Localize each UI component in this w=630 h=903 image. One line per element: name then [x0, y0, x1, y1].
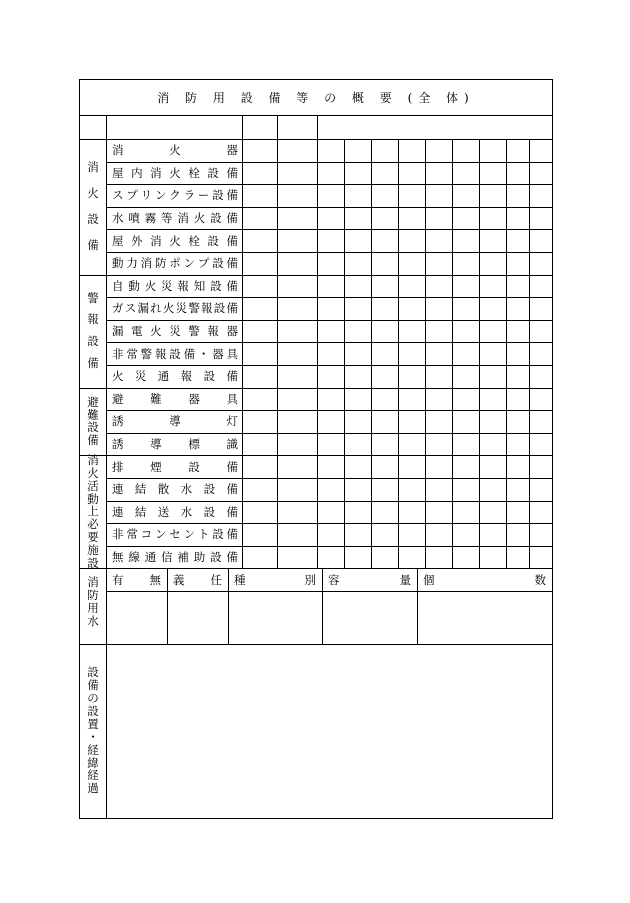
- water-header-line: [106, 591, 552, 592]
- date-col-line: [425, 139, 426, 568]
- date-col-line: [529, 139, 530, 568]
- facility-name: 連 結 散 水 設 備: [112, 482, 238, 497]
- header-obligation-label: [277, 116, 317, 139]
- facility-name: 非 常 コ ン セ ン ト 設 備: [112, 527, 238, 542]
- facility-name: 誘 導 標 識: [112, 437, 238, 452]
- presence-col-line: [277, 139, 278, 568]
- left-col-line: [106, 568, 107, 644]
- form-title: 消 防 用 設 備 等 の 概 要 (全 体): [80, 80, 552, 116]
- history-section-label: 設 備 の 設 置 ・ 経 緯 経 過: [87, 665, 99, 796]
- facility-name: 無 線 通 信 補 助 設 備: [112, 550, 238, 565]
- water-bottom-line: [80, 644, 552, 645]
- water-col-line: [322, 568, 323, 644]
- water-col-line: [417, 568, 418, 644]
- facility-name: 自 動 火 災 報 知 設 備: [112, 278, 238, 293]
- facility-name: 火 災 通 報 設 備: [112, 369, 238, 384]
- facility-name: 連 結 送 水 設 備: [112, 504, 238, 519]
- facility-overview-form: [79, 79, 553, 819]
- date-col-line: [371, 139, 372, 568]
- facility-name: 消 火 器: [112, 143, 238, 158]
- water-col-label: 種 別: [234, 572, 316, 587]
- header-inspection-label: [352, 116, 552, 139]
- water-col-label: 義 任: [173, 572, 222, 587]
- facility-name: 屋 内 消 火 栓 設 備: [112, 165, 238, 180]
- date-col-line: [398, 139, 399, 568]
- facility-name: 排 煙 設 備: [112, 459, 238, 474]
- water-col-line: [228, 568, 229, 644]
- water-col-label: 容 量: [328, 572, 411, 587]
- header-type-label: [125, 116, 145, 139]
- water-col-label: 有 無: [112, 572, 161, 587]
- name-col-line: [242, 139, 243, 568]
- water-col-line: [167, 568, 168, 644]
- water-col-label: 個 数: [423, 572, 546, 587]
- facility-name: 避 難 器 具: [112, 391, 238, 406]
- grid-line: [106, 116, 107, 139]
- group-label: 避 難 設 備: [87, 394, 99, 448]
- facility-name: 誘 導 灯: [112, 414, 238, 429]
- facility-name: ス プ リ ン ク ラ ー 設 備: [112, 188, 238, 203]
- facility-name: 漏 電 火 災 警 報 器: [112, 324, 238, 339]
- facility-name: ガ ス 漏 れ 火 災 警 報 設 備: [112, 301, 238, 316]
- facility-name: 動 力 消 防 ポ ン プ 設 備: [112, 256, 238, 271]
- group-label: 消 火 設 備: [87, 159, 99, 253]
- facility-name: 水 噴 霧 等 消 火 設 備: [112, 211, 238, 226]
- facility-name: 屋 外 消 火 栓 設 備: [112, 233, 238, 248]
- date-col-line: [452, 139, 453, 568]
- left-col-line: [106, 644, 107, 818]
- date-col-line: [317, 139, 318, 568]
- group-label: 警 報 設 備: [87, 290, 99, 370]
- header-presence-label: [242, 116, 277, 139]
- group-label: 消 火 活 動 上 必 要 施 設: [87, 452, 99, 570]
- header-type-label: [208, 116, 228, 139]
- date-col-line: [344, 139, 345, 568]
- left-col-line: [106, 139, 107, 568]
- facility-name: 非 常 警 報 設 備 ・ 器 具: [112, 346, 238, 361]
- date-col-line: [506, 139, 507, 568]
- date-col-line: [479, 139, 480, 568]
- water-section-label: 消 防 用 水: [87, 575, 99, 629]
- grid-line: [317, 116, 318, 139]
